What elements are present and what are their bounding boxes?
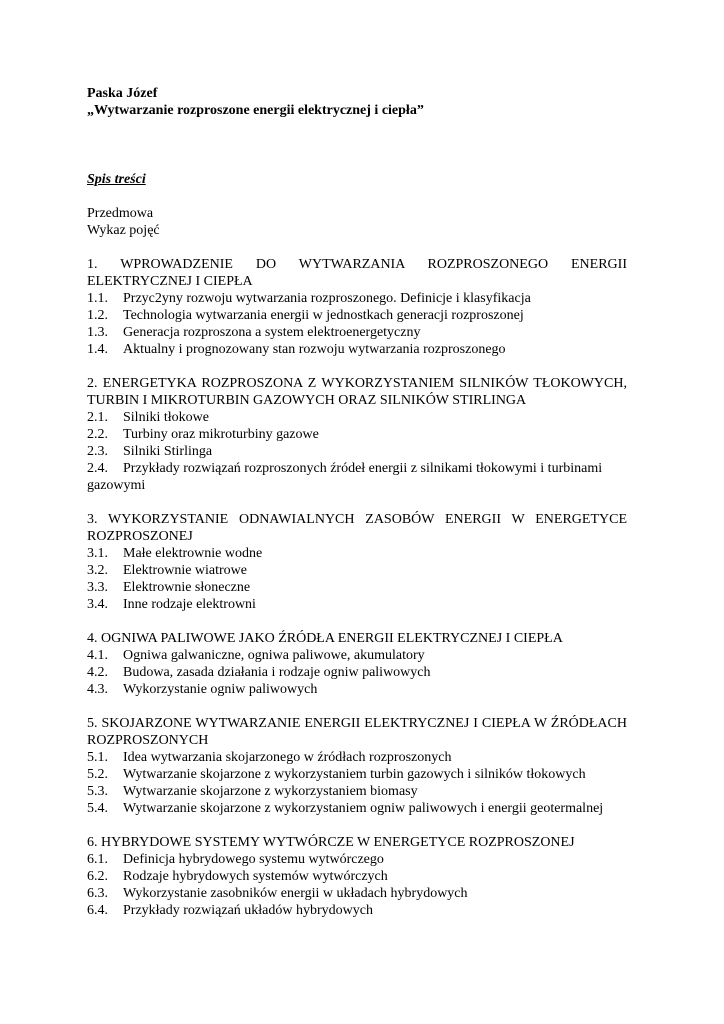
toc-entry-number: 5.2. [87, 767, 108, 782]
toc-entry-number: 1.1. [87, 291, 108, 306]
toc-entry-number: 2.3. [87, 444, 108, 459]
toc-entry [87, 783, 627, 800]
book-title: „Wytwarzanie rozproszone energii elektrycznej i ciepła” [87, 103, 424, 118]
toc-entry [87, 341, 627, 358]
toc-entry-number: 3.4. [87, 597, 108, 612]
chapter-1 [87, 256, 627, 358]
toc-entry-text: Silniki Stirlinga [123, 444, 213, 459]
front-matter [87, 205, 627, 239]
toc-entry-text: Przyc2yny rozwoju wytwarzania rozproszonego. Definicje i klasyfikacja [123, 291, 531, 306]
toc-entry [87, 324, 627, 341]
toc-entry [87, 596, 627, 613]
toc-entry-number: 2.2. [87, 427, 108, 442]
toc-entry-text: Przykłady rozwiązań rozproszonych źródeł energii z silnikami tłokowymi i turbinami gazowymi [87, 461, 603, 493]
toc-entry-text: Rodzaje hybrydowych systemów wytwórczych [123, 869, 388, 884]
toc-entry-number: 2.1. [87, 410, 108, 425]
toc-entry-number: 6.4. [87, 903, 108, 918]
toc-entry-text: Wykorzystanie ogniw paliwowych [123, 682, 318, 697]
author-name: Paska Józef [87, 86, 158, 101]
toc-entry-text: Elektrownie wiatrowe [123, 563, 248, 578]
toc-entry-text: Budowa, zasada działania i rodzaje ogniw paliwowych [123, 665, 431, 680]
chapter-6 [87, 834, 627, 919]
toc-entry-number: 3.1. [87, 546, 108, 561]
toc-entry-text: Wykorzystanie zasobników energii w układach hybrydowych [123, 886, 468, 901]
toc-entry-text: Przykłady rozwiązań układów hybrydowych [123, 903, 373, 918]
toc-entry-text: Definicja hybrydowego systemu wytwórczego [123, 852, 384, 867]
toc-entry-number: 6.1. [87, 852, 108, 867]
toc-entry-text: Idea wytwarzania skojarzonego w źródłach rozproszonych [123, 750, 452, 765]
chapter-title: 2. ENERGETYKA ROZPROSZONA Z WYKORZYSTANIEM SILNIKÓW TŁOKOWYCH, TURBIN I MIKROTURBIN GAZOWYCH ORAZ SILNIKÓW STIRLINGA [87, 376, 627, 408]
toc-entry-number: 6.2. [87, 869, 108, 884]
chapter-title: 6. HYBRYDOWE SYSTEMY WYTWÓRCZE W ENERGETYCE ROZPROSZONEJ [87, 835, 575, 850]
toc-entry-text: Wytwarzanie skojarzone z wykorzystaniem biomasy [123, 784, 418, 799]
toc-entry [87, 443, 627, 460]
chapter-title: 3. WYKORZYSTANIE ODNAWIALNYCH ZASOBÓW ENERGII W ENERGETYCE ROZPROSZONEJ [87, 512, 627, 544]
toc-entry [87, 562, 627, 579]
toc-entry-number: 6.3. [87, 886, 108, 901]
toc-entry-text: Aktualny i prognozowany stan rozwoju wytwarzania rozproszonego [123, 342, 506, 357]
toc-entry [87, 307, 627, 324]
toc-entry [87, 766, 627, 783]
toc-entry-text: Turbiny oraz mikroturbiny gazowe [123, 427, 319, 442]
chapter-title: 5. SKOJARZONE WYTWARZANIE ENERGII ELEKTRYCZNEJ I CIEPŁA W ŹRÓDŁACH ROZPROSZONYCH [87, 716, 627, 748]
toc-entry-number: 5.4. [87, 801, 108, 816]
toc-entry-number: 4.1. [87, 648, 108, 663]
toc-entry [87, 681, 627, 698]
toc-entry-number: 5.1. [87, 750, 108, 765]
toc-entry-text: Silniki tłokowe [123, 410, 209, 425]
toc-entry [87, 647, 627, 664]
toc-entry-text: Technologia wytwarzania energii w jednostkach generacji rozproszonej [123, 308, 524, 323]
chapter-5 [87, 715, 627, 817]
toc-entry [87, 579, 627, 596]
toc-entry [87, 885, 627, 902]
toc-entry-number: 5.3. [87, 784, 108, 799]
toc-entry-number: 3.3. [87, 580, 108, 595]
chapter-title: 1. WPROWADZENIE DO WYTWARZANIA ROZPROSZONEGO ENERGII ELEKTRYCZNEJ I CIEPŁA [87, 257, 627, 289]
toc-entry-text: Inne rodzaje elektrowni [123, 597, 256, 612]
toc-entry-number: 3.2. [87, 563, 108, 578]
toc-entry [87, 851, 627, 868]
toc-entry-text: Wytwarzanie skojarzone z wykorzystaniem ogniw paliwowych i energii geotermalnej [123, 801, 604, 816]
toc-entry-number: 2.4. [87, 461, 108, 476]
chapter-4 [87, 630, 627, 698]
toc-entry-number: 1.3. [87, 325, 108, 340]
toc-entry [87, 800, 627, 817]
toc-entry-number: 4.3. [87, 682, 108, 697]
toc-entry [87, 664, 627, 681]
toc-entry-text: Wytwarzanie skojarzone z wykorzystaniem turbin gazowych i silników tłokowych [123, 767, 586, 782]
toc-entry-number: 4.2. [87, 665, 108, 680]
toc-entry [87, 868, 627, 885]
chapter-3 [87, 511, 627, 613]
document-page [87, 85, 627, 919]
toc-entry-text: Małe elektrownie wodne [123, 546, 263, 561]
toc-entry [87, 545, 627, 562]
toc-entry [87, 902, 627, 919]
toc-entry-text: Elektrownie słoneczne [123, 580, 251, 595]
toc-entry-text: Generacja rozproszona a system elektroenergetyczny [123, 325, 421, 340]
front-matter-item: Wykaz pojęć [87, 223, 160, 238]
chapter-title: 4. OGNIWA PALIWOWE JAKO ŹRÓDŁA ENERGII ELEKTRYCZNEJ I CIEPŁA [87, 631, 563, 646]
toc-entry-text: Ogniwa galwaniczne, ogniwa paliwowe, akumulatory [123, 648, 425, 663]
toc-entry-number: 1.2. [87, 308, 108, 323]
chapter-2 [87, 375, 627, 494]
toc-entry [87, 409, 627, 426]
toc-heading: Spis treści [87, 172, 146, 187]
toc-entry [87, 749, 627, 766]
toc-entry [87, 290, 627, 307]
front-matter-item: Przedmowa [87, 206, 154, 221]
toc-entry-number: 1.4. [87, 342, 108, 357]
toc-entry [87, 426, 627, 443]
toc-entry [87, 460, 627, 494]
